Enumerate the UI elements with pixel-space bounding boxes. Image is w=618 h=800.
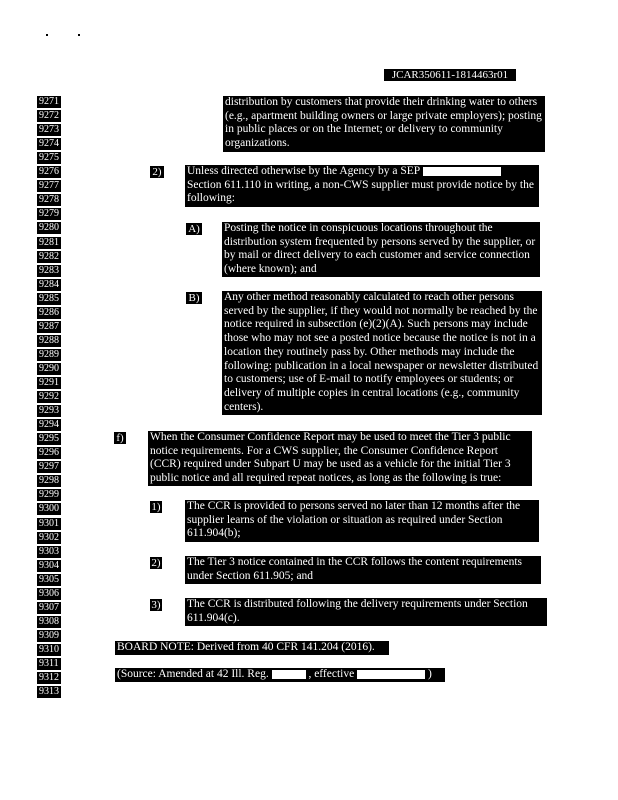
line-number: 9293 xyxy=(39,405,59,417)
item-marker-2b: 2) xyxy=(151,557,161,569)
redaction-bar xyxy=(272,670,306,679)
line-number: 9303 xyxy=(39,545,59,557)
line-number: 9298 xyxy=(39,475,59,487)
line-number: 9283 xyxy=(39,264,59,276)
item-f-text: When the Consumer Confidence Report may be used to meet the Tier 3 public notice requirements. For a CWS supplier, the Consumer Confidence Report (CCR) required under Subpart U may be used as a vehicle for the initial Tier 3 public notice and all required repeat notices, as long as the following is true: xyxy=(148,431,532,486)
document-id-header: JCAR350611-1814463r01 xyxy=(384,69,516,81)
source-suffix: ) xyxy=(427,668,432,680)
line-number: 9273 xyxy=(39,124,59,136)
line-number: 9280 xyxy=(39,222,59,234)
source-line xyxy=(115,668,445,682)
line-number: 9278 xyxy=(39,194,59,206)
line-number: 9281 xyxy=(39,236,59,248)
line-number: 9300 xyxy=(39,503,59,515)
line-number: 9274 xyxy=(39,138,59,150)
line-number: 9288 xyxy=(39,334,59,346)
line-number: 9310 xyxy=(39,643,59,655)
line-number: 9302 xyxy=(39,531,59,543)
line-number: 9311 xyxy=(39,658,59,669)
item-marker-B: B) xyxy=(186,292,202,304)
line-number: 9313 xyxy=(39,686,59,698)
corner-mark-left xyxy=(46,34,48,36)
line-number: 9289 xyxy=(39,348,59,360)
line-number: 9309 xyxy=(39,629,59,641)
line-number: 9291 xyxy=(39,377,59,388)
source-prefix: (Source: Amended at 42 Ill. Reg. xyxy=(117,668,269,680)
line-number: 9297 xyxy=(39,461,59,473)
line-number: 9295 xyxy=(39,433,59,445)
item-marker-1: 1) xyxy=(151,501,161,513)
redaction-bar xyxy=(423,167,501,176)
line-number: 9275 xyxy=(39,152,59,164)
source-effective: , effective xyxy=(308,668,355,680)
line-number: 9282 xyxy=(39,250,59,262)
item-B-text: Any other method reasonably calculated to reach other persons served by the supplier, if they would not normally be reached by the notice required in subsection (e)(2)(A). Such persons may include those who may not see a posted notice because the notice is not in a location they routinely pass by. Other methods may include the following: publication in a local newspaper or newsletter distributed to customers; use of E-mail to notify employees or students; or delivery of multiple copies in central locations (e.g., community centers). xyxy=(222,291,542,415)
line-number: 9308 xyxy=(39,615,59,627)
line-number: 9286 xyxy=(39,306,59,318)
line-number: 9299 xyxy=(39,489,59,501)
line-number: 9296 xyxy=(39,447,59,459)
line-number: 9271 xyxy=(39,96,59,107)
line-number: 9284 xyxy=(39,278,59,290)
item-2-text xyxy=(185,165,539,207)
line-number: 9279 xyxy=(39,208,59,220)
line-number: 9292 xyxy=(39,391,59,403)
board-note: BOARD NOTE: Derived from 40 CFR 141.204 (2016). xyxy=(115,641,389,655)
line-number: 9294 xyxy=(39,419,59,431)
item-A-text: Posting the notice in conspicuous locations throughout the distribution system frequented by persons served by the supplier, or by mail or direct delivery to each customer and service connection (where known); and xyxy=(222,222,540,277)
item-marker-A: A) xyxy=(186,223,202,235)
item-3-text: The CCR is distributed following the delivery requirements under Section 611.904(c). xyxy=(185,598,547,626)
item-marker-f: f) xyxy=(114,432,126,444)
corner-mark-right xyxy=(78,34,80,36)
line-number: 9287 xyxy=(39,320,59,332)
line-number: 9301 xyxy=(39,517,59,529)
redaction-bar xyxy=(357,670,425,679)
line-number: 9304 xyxy=(39,559,59,571)
item-marker-2: 2) xyxy=(150,166,164,178)
line-number: 9305 xyxy=(39,573,59,585)
item-2-text-end: Section 611.110 in writing, a non-CWS supplier must provide notice by the following: xyxy=(187,178,534,205)
item-1-text: The CCR is provided to persons served no later than 12 months after the supplier learns of the violation or situation as required under Section 611.904(b); xyxy=(185,500,539,542)
line-number: 9272 xyxy=(39,110,59,122)
item-marker-3: 3) xyxy=(151,599,161,611)
item-2-text-start: Unless directed otherwise by the Agency by a SEP xyxy=(187,165,420,177)
line-number: 9307 xyxy=(39,601,59,613)
item-2b-text: The Tier 3 notice contained in the CCR follows the content requirements under Section 611.905; and xyxy=(185,556,541,584)
line-number: 9277 xyxy=(39,180,59,192)
line-number: 9290 xyxy=(39,362,59,374)
line-number: 9312 xyxy=(39,672,59,684)
line-number: 9306 xyxy=(39,587,59,599)
line-number: 9285 xyxy=(39,292,59,304)
paragraph-continuation: distribution by customers that provide their drinking water to others (e.g., apartment building owners or large private employers); posting in public places or on the Internet; or delivery to community organizations. xyxy=(223,96,545,152)
line-number: 9276 xyxy=(39,166,59,178)
